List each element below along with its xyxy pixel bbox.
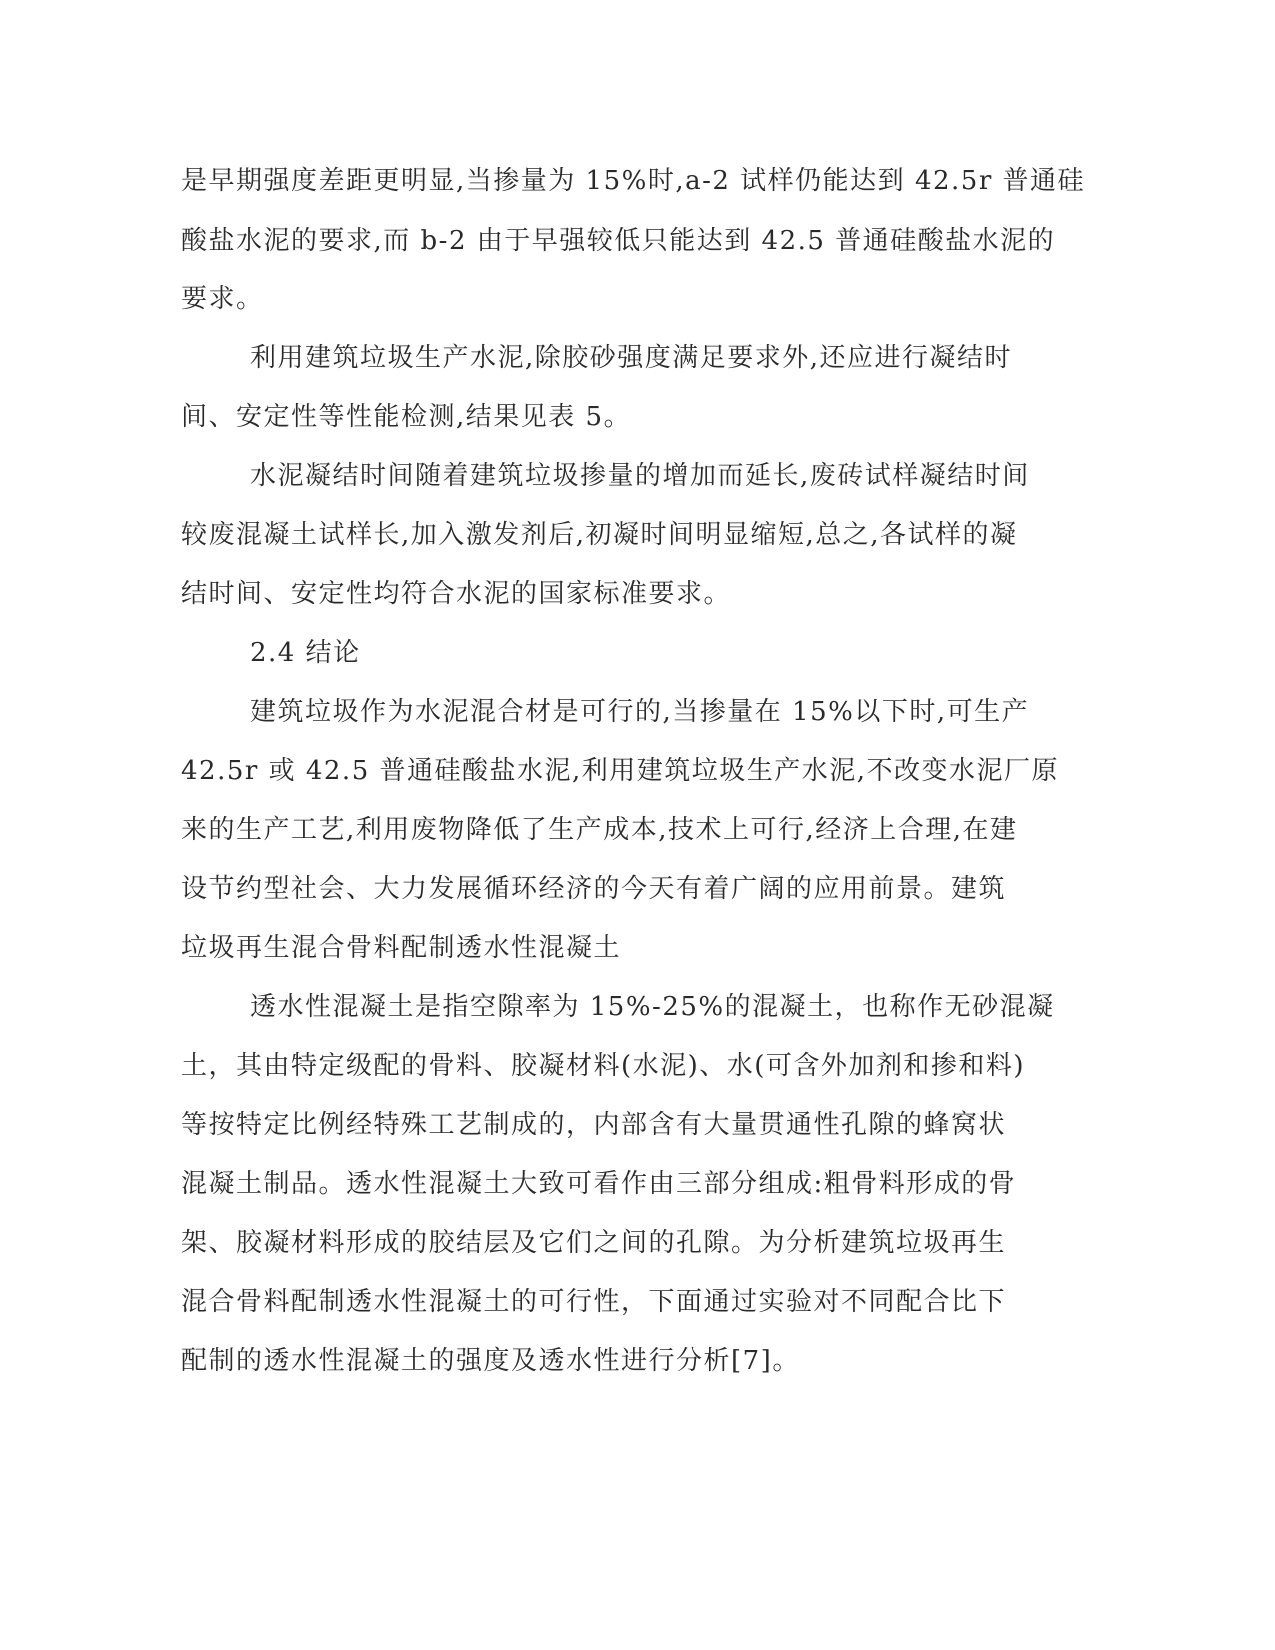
body-text-line: 等按特定比例经特殊工艺制成的，内部含有大量贯通性孔隙的蜂窝状 (181, 1110, 1007, 1140)
body-text-line: 来的生产工艺,利用废物降低了生产成本,技术上可行,经济上合理,在建 (181, 815, 1018, 845)
body-text-line: 结时间、安定性均符合水泥的国家标准要求。 (181, 579, 732, 609)
body-text-line: 混凝土制品。透水性混凝土大致可看作由三部分组成:粗骨料形成的骨 (181, 1169, 1017, 1199)
body-text-line: 酸盐水泥的要求,而 b-2 由于早强较低只能达到 42.5 普通硅酸盐水泥的 (181, 226, 1056, 256)
section-heading: 2.4 结论 (250, 638, 361, 668)
body-text-line: 垃圾再生混合骨料配制透水性混凝土 (181, 933, 622, 963)
body-text-line: 配制的透水性混凝土的强度及透水性进行分析[7]。 (181, 1346, 800, 1376)
body-text-line: 架、胶凝材料形成的胶结层及它们之间的孔隙。为分析建筑垃圾再生 (181, 1228, 1007, 1258)
body-text-line: 土，其由特定级配的骨料、胶凝材料(水泥)、水(可含外加剂和掺和料) (181, 1051, 1026, 1081)
paragraph-first-line: 建筑垃圾作为水泥混合材是可行的,当掺量在 15%以下时,可生产 (250, 697, 1030, 727)
body-text-line: 混合骨料配制透水性混凝土的可行性，下面通过实验对不同配合比下 (181, 1287, 1007, 1317)
paragraph-first-line: 利用建筑垃圾生产水泥,除胶砂强度满足要求外,还应进行凝结时 (250, 343, 1013, 373)
body-text-line: 42.5r 或 42.5 普通硅酸盐水泥,利用建筑垃圾生产水泥,不改变水泥厂原 (181, 756, 1060, 786)
body-text-line: 要求。 (181, 284, 264, 314)
body-text-line: 是早期强度差距更明显,当掺量为 15%时,a-2 试样仍能达到 42.5r 普通硅 (181, 166, 1086, 196)
body-text-line: 设节约型社会、大力发展循环经济的今天有着广阔的应用前景。建筑 (181, 874, 1007, 904)
body-text-line: 间、安定性等性能检测,结果见表 5。 (181, 402, 632, 432)
body-text-line: 较废混凝土试样长,加入激发剂后,初凝时间明显缩短,总之,各试样的凝 (181, 520, 1018, 550)
paragraph-first-line: 透水性混凝土是指空隙率为 15%-25%的混凝土，也称作无砂混凝 (250, 992, 1055, 1022)
paragraph-first-line: 水泥凝结时间随着建筑垃圾掺量的增加而延长,废砖试样凝结时间 (250, 461, 1030, 491)
